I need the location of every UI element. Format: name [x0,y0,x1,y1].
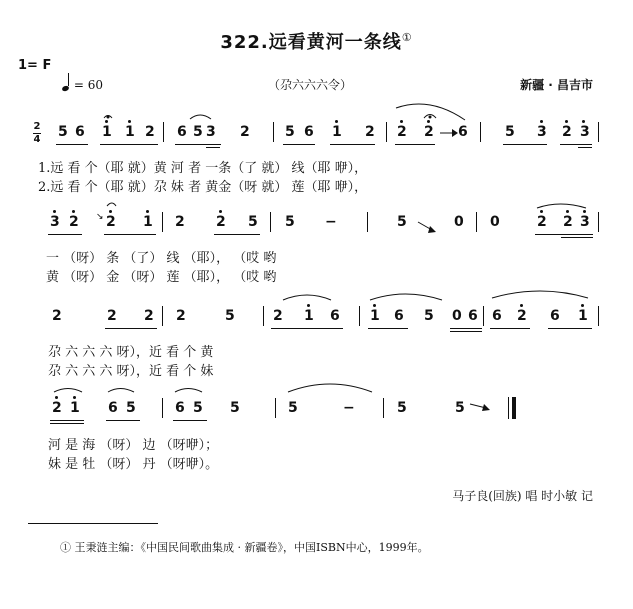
note: 2 [517,308,527,324]
lyrics-verse-2: 黄 （呀） 金 （呀） 莲 （耶）， （哎 哟 [46,270,277,285]
note: 2 [175,214,185,230]
note: 2 [106,214,116,230]
slur [108,389,134,393]
note: 1 [143,214,153,230]
note: 2 [107,308,117,324]
svg-text:↘: ↘ [96,212,104,222]
note: 6 [177,124,187,140]
note: 2 [397,124,407,140]
note: 2 [562,124,572,140]
note: 5 [248,214,258,230]
lyrics-verse-1: 尕 六 六 六 呀），近 看 个 黄 [48,345,214,360]
note: 0 [454,214,464,230]
note: 3 [580,214,590,230]
lyrics-verse-2: 妹 是 牡 （呀） 丹 （呀咿）。 [48,457,219,472]
note: 5 [193,400,203,416]
tune-name: （尕六六六令） [268,78,353,92]
lyrics-verse-1: 1.远 看 个（耶 就）黄 河 者 一条（了 就） 线（耶 咿）， [38,161,368,176]
slur [54,389,82,393]
note: 2 [273,308,283,324]
note: 3 [50,214,60,230]
note: − [343,400,355,416]
note: 2 [563,214,573,230]
note: 5 [455,400,465,416]
note: 5 [193,124,203,140]
note: 5 [285,124,295,140]
note: 1 [370,308,380,324]
slur [190,115,211,119]
slur [492,291,588,298]
slur [283,295,331,300]
note: 5 [505,124,515,140]
note: 2 [365,124,375,140]
note: 5 [230,400,240,416]
note: 1 [304,308,314,324]
note: 3 [206,124,216,140]
note: 6 [108,400,118,416]
lyrics-verse-1: 河 是 海 （呀） 边 （呀咿）； [48,438,219,453]
slur [537,204,586,208]
note: 2 [69,214,79,230]
note: 1 [102,124,112,140]
lyrics-verse-1: 一 （呀） 条 （了） 线 （耶）， （哎 哟 [46,251,277,266]
note: 5 [126,400,136,416]
note: 5 [397,400,407,416]
note: 3 [580,124,590,140]
note: 6 [75,124,85,140]
note: 0 [490,214,500,230]
note: 5 [397,214,407,230]
footnote-marker: ① [401,31,413,44]
note: 6 [330,308,340,324]
note: 1 [332,124,342,140]
note: 1 [70,400,80,416]
lyrics-verse-2: 2.远 看 个（耶 就）尕 妹 者 黄金（呀 就） 莲（耶 咿）， [38,180,368,195]
note: 6 [304,124,314,140]
tempo-value: = 60 [73,78,103,92]
note: 5 [288,400,298,416]
slur [107,203,116,206]
note: 5 [424,308,434,324]
note: 5 [285,214,295,230]
slur [288,384,372,392]
note: 1 [125,124,135,140]
note: 2 [52,308,62,324]
note: 6 [550,308,560,324]
key-signature: 1= F [18,58,52,73]
song-title: 322.远看黄河一条线① [220,31,413,53]
note: 6 [468,308,478,324]
note: 3 [537,124,547,140]
note: 2 [424,124,434,140]
note: 2 [145,124,155,140]
origin-place: 新疆 · 昌吉市 [520,78,593,92]
slur [370,294,442,300]
note: 2 [216,214,226,230]
note: 5 [225,308,235,324]
lyrics-verse-2: 尕 六 六 六 呀），近 看 个 妹 [48,364,214,379]
note: 2 [52,400,62,416]
note: 6 [394,308,404,324]
note: 2 [176,308,186,324]
note: 2 [240,124,250,140]
note: 0 [452,308,462,324]
note: 6 [458,124,468,140]
note: 1 [578,308,588,324]
note: 2 [537,214,547,230]
performer-credit: 马子良(回族) 唱 时小敏 记 [452,489,593,503]
slur [175,389,202,393]
note: 6 [492,308,502,324]
footnote-divider [28,523,158,524]
note: 2 [144,308,154,324]
time-signature: 2 4 [33,121,41,145]
note: 6 [175,400,185,416]
note: 5 [58,124,68,140]
footnote: ① 王秉涟主编：《中国民间歌曲集成 · 新疆卷》，中国ISBN中心，1999年。 [60,541,429,554]
note: − [325,214,337,230]
